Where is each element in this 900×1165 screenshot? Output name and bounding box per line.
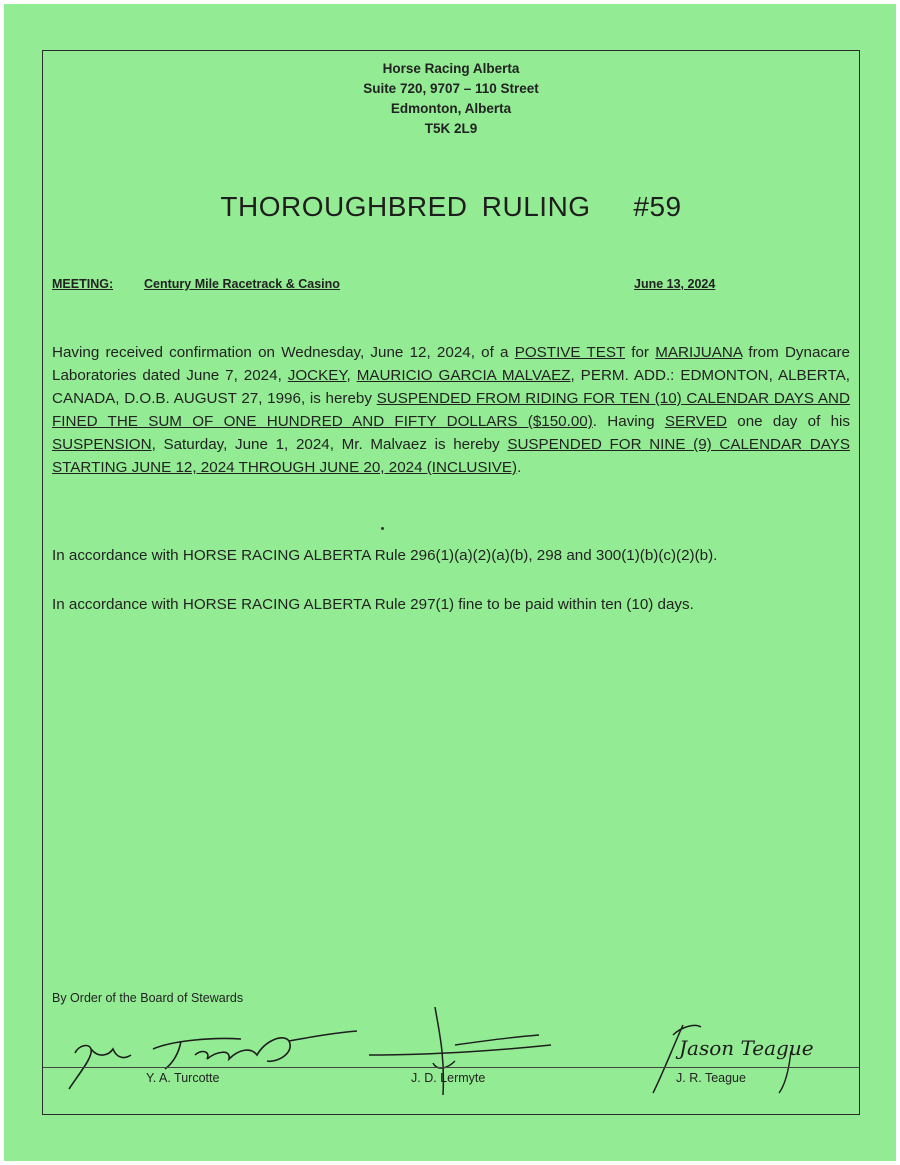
- meeting-label: MEETING:: [52, 277, 114, 291]
- body-text: .: [517, 459, 522, 476]
- teague-signature-script: Jason Teague: [679, 1036, 814, 1060]
- stray-mark: [381, 527, 384, 530]
- body-underlined: SUSPENSION: [52, 436, 152, 453]
- meeting-venue: Century Mile Racetrack & Casino: [144, 277, 340, 291]
- body-underlined: JOCKEY: [287, 367, 347, 384]
- signatory-lermyte: J. D. Lermyte: [411, 1071, 486, 1085]
- body-text: . Having: [592, 413, 665, 430]
- rule-reference-1: In accordance with HORSE RACING ALBERTA Rule 296(1)(a)(2)(a)(b), 298 and 300(1)(b)(c)(2)(b).: [52, 547, 718, 564]
- rule-reference-2: In accordance with HORSE RACING ALBERTA Rule 297(1) fine to be paid within ten (10) days.: [52, 596, 694, 613]
- document-border: [42, 50, 860, 1115]
- body-underlined: MARIJUANA: [655, 344, 743, 361]
- letterhead: [43, 59, 859, 139]
- body-text: , PERM. ADD.: EDMONTON, ALBERTA, CANADA, D.O.B. AUGUST 27, 1996, is hereby: [52, 367, 850, 407]
- body-text: , Saturday, June 1, 2024, Mr. Malvaez is hereby: [151, 436, 508, 453]
- body-underlined: POSTIVE TEST: [514, 344, 626, 361]
- body-text: Having received confirmation on Wednesday, June 12, 2024, of a: [52, 344, 515, 361]
- body-underlined: SUSPENDED FROM RIDING FOR TEN (10) CALENDAR DAYS AND FINED THE SUM OF ONE HUNDRED AND FIFTY DOLLARS ($150.00): [52, 390, 850, 430]
- address-line1: Suite 720, 9707 – 110 Street: [363, 81, 539, 96]
- ruling-sheet: [4, 4, 896, 1161]
- body-underlined: SUSPENDED FOR NINE (9) CALENDAR DAYS STARTING JUNE 12, 2024 THROUGH JUNE 20, 2024 (INCLUSIVE): [52, 436, 850, 476]
- postal-code: T5K 2L9: [424, 121, 478, 136]
- ruling-title: THOROUGHBRED RULING #59: [220, 191, 682, 222]
- meeting-date: June 13, 2024: [634, 277, 716, 291]
- teague-signature: [643, 1011, 843, 1101]
- org-name: Horse Racing Alberta: [382, 61, 520, 76]
- body-underlined: MAURICIO GARCIA MALVAEZ: [356, 367, 571, 384]
- signatory-teague: J. R. Teague: [676, 1071, 746, 1085]
- body-underlined: SERVED: [664, 413, 728, 430]
- ruling-body: [52, 341, 850, 479]
- body-text: for: [625, 344, 656, 361]
- address-line2: Edmonton, Alberta: [390, 101, 512, 116]
- body-text: from Dynacare Laboratories dated June 7, 2024,: [52, 344, 850, 384]
- signature-line: [43, 1067, 859, 1068]
- signatory-turcotte: Y. A. Turcotte: [146, 1071, 220, 1085]
- body-text: one day of his: [727, 413, 850, 430]
- order-statement: By Order of the Board of Stewards: [52, 991, 244, 1005]
- body-text: ,: [346, 367, 357, 384]
- turcotte-signature: [61, 1019, 361, 1099]
